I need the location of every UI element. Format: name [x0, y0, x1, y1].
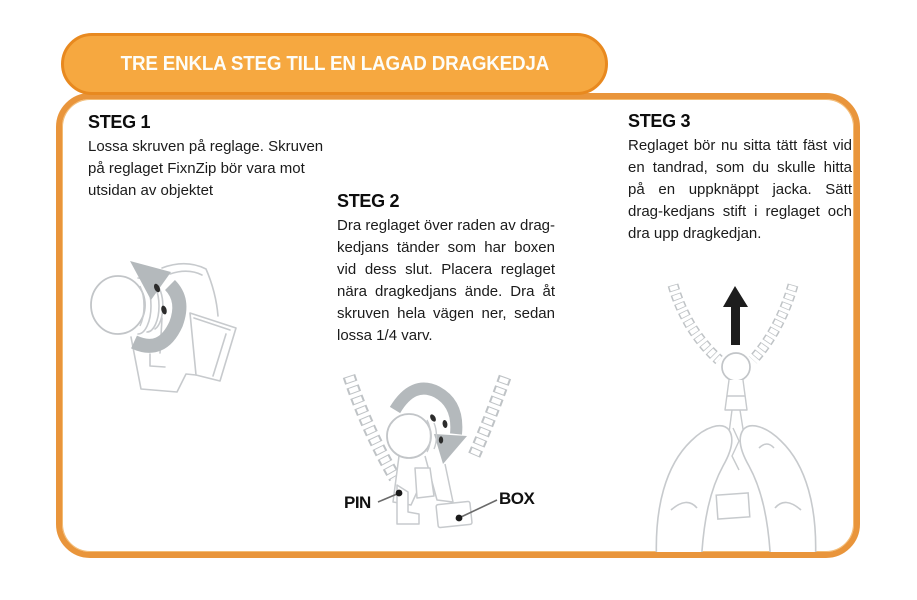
step-3-section [628, 111, 852, 245]
step1-illustration [90, 258, 240, 398]
step-3-body: Reglaget bör nu sitta tätt fäst vid en tandrad, som du skulle hitta på en uppknäppt jacka. Sätt drag-kedjans stift i reglaget och dra upp dragkedjan. [628, 137, 852, 242]
step2-illustration [337, 372, 567, 534]
step-2-section [337, 191, 555, 347]
step-2-body: Dra reglaget över raden av drag-kedjans tänder som har boxen vid dess slut. Placera reglaget nära dragkedjans ände. Dra åt skruven hela vägen ner, sedan lossa 1/4 varv. [337, 217, 555, 344]
up-arrow-icon [723, 286, 748, 345]
box-label: BOX [499, 489, 535, 508]
header-banner [61, 33, 608, 95]
page-title: TRE ENKLA STEG TILL EN LAGAD DRAGKEDJA [120, 52, 549, 75]
step-2-heading: STEG 2 [337, 191, 400, 211]
step-1-body: Lossa skruven på reglage. Skruven på reglaget FixnZip bör vara mot utsidan av objektet [88, 138, 324, 199]
step3-illustration [653, 278, 823, 552]
step-3-heading: STEG 3 [628, 111, 691, 131]
zipper-end-tab [716, 493, 750, 519]
step-1-heading: STEG 1 [88, 112, 151, 132]
pin-label: PIN [344, 493, 371, 512]
step-1-section [88, 112, 328, 202]
